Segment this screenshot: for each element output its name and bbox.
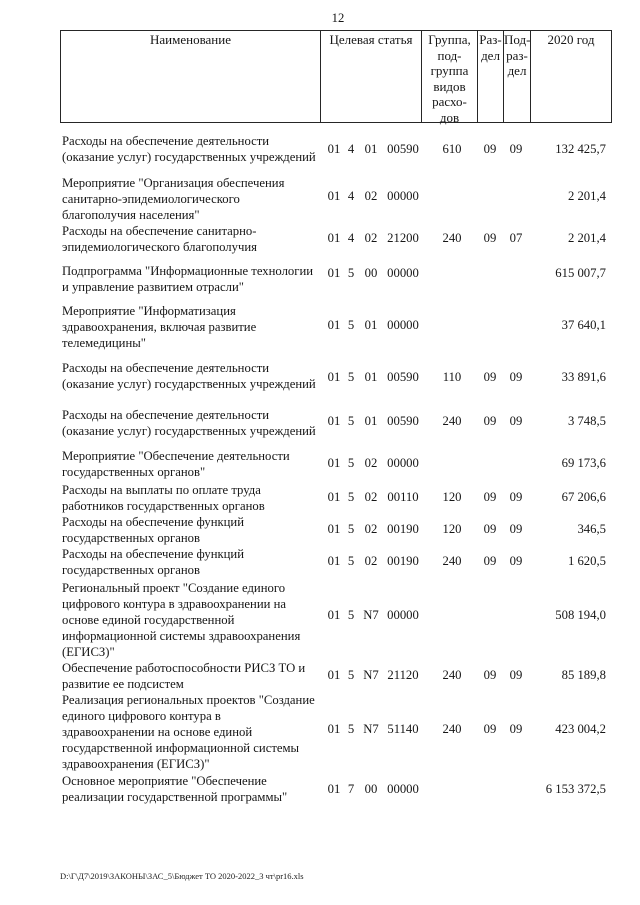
target-article-subprogram: 5 [347, 668, 355, 682]
row-codes [0, 413, 640, 429]
amount-2020: 132 425,7 [555, 142, 606, 156]
target-article-direction: 21120 [387, 668, 419, 682]
header-name: Наименование [150, 32, 231, 47]
section-code: 09 [483, 522, 497, 536]
row-name: Мероприятие "Информатизация здравоохранения, включая развитие телемедицины" [62, 304, 257, 350]
target-article-activity: 02 [364, 189, 378, 203]
target-article-direction: 00590 [387, 414, 419, 428]
amount-2020: 69 173,6 [561, 456, 606, 470]
row-name: Расходы на обеспечение функций государственных органов [62, 547, 245, 577]
row-codes [0, 188, 640, 204]
subsection-code: 09 [509, 142, 523, 156]
target-article-subprogram: 5 [347, 266, 355, 280]
row-codes [0, 607, 640, 623]
target-article-direction: 00000 [387, 189, 419, 203]
target-article-program: 01 [327, 318, 341, 332]
target-article-direction: 00110 [387, 490, 419, 504]
page-number: 12 [331, 11, 345, 25]
expense-group-code: 240 [442, 668, 462, 682]
row-codes [0, 521, 640, 537]
target-article-activity: N7 [363, 608, 379, 622]
subsection-code: 09 [509, 414, 523, 428]
amount-2020: 6 153 372,5 [545, 782, 606, 796]
target-article-direction: 00000 [387, 782, 419, 796]
target-article-activity: 01 [364, 142, 378, 156]
row-name: Расходы на обеспечение деятельности (оказание услуг) государственных учреждений [62, 408, 316, 438]
amount-2020: 33 891,6 [561, 370, 606, 384]
section-code: 09 [483, 554, 497, 568]
target-article-subprogram: 5 [347, 456, 355, 470]
target-article-program: 01 [327, 370, 341, 384]
footer-file-path: D:\Г\Д7\2019\ЗАКОНЫ\ЗАС_5\Бюджет ТО 2020-2022_3 чт\pr16.xls [60, 871, 304, 881]
amount-2020: 67 206,6 [561, 490, 606, 504]
amount-2020: 423 004,2 [555, 722, 606, 736]
row-codes [0, 230, 640, 246]
target-article-subprogram: 4 [347, 231, 355, 245]
target-article-direction: 00000 [387, 608, 419, 622]
amount-2020: 615 007,7 [555, 266, 606, 280]
expense-group-code: 120 [442, 522, 462, 536]
target-article-activity: 02 [364, 231, 378, 245]
row-codes [0, 141, 640, 157]
row-codes [0, 317, 640, 333]
target-article-subprogram: 5 [347, 722, 355, 736]
target-article-activity: 02 [364, 554, 378, 568]
row-name: Мероприятие "Организация обеспечения санитарно-эпидемиологического благополучия населения" [62, 176, 285, 222]
target-article-direction: 00590 [387, 142, 419, 156]
section-code: 09 [483, 490, 497, 504]
target-article-program: 01 [327, 189, 341, 203]
target-article-program: 01 [327, 554, 341, 568]
row-codes [0, 781, 640, 797]
subsection-code: 07 [509, 231, 523, 245]
amount-2020: 346,5 [577, 522, 606, 536]
target-article-subprogram: 5 [347, 490, 355, 504]
row-codes [0, 455, 640, 471]
row-codes [0, 721, 640, 737]
target-article-activity: 00 [364, 782, 378, 796]
amount-2020: 37 640,1 [561, 318, 606, 332]
header-expense-group: Группа, под- группа видов расхо- дов [421, 31, 477, 122]
target-article-program: 01 [327, 668, 341, 682]
amount-2020: 2 201,4 [567, 231, 606, 245]
target-article-direction: 00590 [387, 370, 419, 384]
row-name: Расходы на обеспечение деятельности (оказание услуг) государственных учреждений [62, 134, 316, 164]
section-code: 09 [483, 231, 497, 245]
amount-2020: 1 620,5 [567, 554, 606, 568]
row-name: Подпрограмма "Информационные технологии и управление развитием отрасли" [62, 264, 314, 294]
row-name: Расходы на обеспечение санитарно- эпидемиологического благополучия [62, 224, 257, 254]
amount-2020: 2 201,4 [567, 189, 606, 203]
target-article-program: 01 [327, 490, 341, 504]
section-code: 09 [483, 414, 497, 428]
target-article-program: 01 [327, 522, 341, 536]
row-name: Основное мероприятие "Обеспечение реализации государственной программы" [62, 774, 288, 804]
target-article-program: 01 [327, 231, 341, 245]
header-section: Раз- дел [477, 31, 503, 122]
target-article-program: 01 [327, 782, 341, 796]
row-name: Расходы на обеспечение деятельности (оказание услуг) государственных учреждений [62, 361, 316, 391]
expense-group-code: 610 [442, 142, 462, 156]
row-name: Региональный проект "Создание единого цифрового контура в здравоохранении на основе единой государственной информационной системы здравоохранения (ЕГИСЗ)" [62, 581, 301, 659]
subsection-code: 09 [509, 722, 523, 736]
subsection-code: 09 [509, 522, 523, 536]
expense-group-code: 110 [442, 370, 462, 384]
target-article-activity: 00 [364, 266, 378, 280]
target-article-activity: N7 [363, 668, 379, 682]
subsection-code: 09 [509, 370, 523, 384]
row-name: Мероприятие "Обеспечение деятельности государственных органов" [62, 449, 290, 479]
header-target-article: Целевая статья [320, 31, 421, 122]
subsection-code: 09 [509, 490, 523, 504]
row-codes [0, 489, 640, 505]
expense-group-code: 120 [442, 490, 462, 504]
target-article-direction: 00000 [387, 318, 419, 332]
row-name: Реализация региональных проектов "Создание единого цифрового контура в здравоохранении на основе единой государственной информационной системы здравоохранения (ЕГИСЗ)" [62, 693, 315, 771]
target-article-direction: 00000 [387, 456, 419, 470]
row-name: Расходы на выплаты по оплате труда работников государственных органов [62, 483, 265, 513]
target-article-program: 01 [327, 722, 341, 736]
row-name: Обеспечение работоспособности РИСЗ ТО и развитие ее подсистем [62, 661, 306, 691]
row-codes [0, 265, 640, 281]
target-article-subprogram: 5 [347, 370, 355, 384]
row-codes [0, 369, 640, 385]
subsection-code: 09 [509, 668, 523, 682]
target-article-direction: 51140 [387, 722, 419, 736]
target-article-activity: N7 [363, 722, 379, 736]
target-article-activity: 02 [364, 456, 378, 470]
target-article-subprogram: 5 [347, 414, 355, 428]
amount-2020: 508 194,0 [555, 608, 606, 622]
amount-2020: 3 748,5 [567, 414, 606, 428]
header-subsection: Под- раз- дел [503, 31, 530, 122]
target-article-program: 01 [327, 414, 341, 428]
target-article-subprogram: 5 [347, 554, 355, 568]
section-code: 09 [483, 722, 497, 736]
subsection-code: 09 [509, 554, 523, 568]
row-codes [0, 553, 640, 569]
target-article-subprogram: 5 [347, 318, 355, 332]
row-codes [0, 667, 640, 683]
expense-group-code: 240 [442, 414, 462, 428]
target-article-program: 01 [327, 608, 341, 622]
target-article-activity: 01 [364, 370, 378, 384]
target-article-subprogram: 5 [347, 608, 355, 622]
target-article-direction: 21200 [387, 231, 419, 245]
target-article-direction: 00190 [387, 522, 419, 536]
target-article-program: 01 [327, 142, 341, 156]
section-code: 09 [483, 668, 497, 682]
target-article-subprogram: 4 [347, 189, 355, 203]
expense-group-code: 240 [442, 554, 462, 568]
target-article-program: 01 [327, 456, 341, 470]
target-article-activity: 01 [364, 414, 378, 428]
target-article-program: 01 [327, 266, 341, 280]
target-article-subprogram: 4 [347, 142, 355, 156]
target-article-activity: 01 [364, 318, 378, 332]
expense-group-code: 240 [442, 231, 462, 245]
target-article-activity: 02 [364, 522, 378, 536]
section-code: 09 [483, 370, 497, 384]
header-year-2020: 2020 год [530, 31, 611, 122]
target-article-subprogram: 7 [347, 782, 355, 796]
target-article-direction: 00190 [387, 554, 419, 568]
target-article-subprogram: 5 [347, 522, 355, 536]
target-article-direction: 00000 [387, 266, 419, 280]
expense-group-code: 240 [442, 722, 462, 736]
amount-2020: 85 189,8 [561, 668, 606, 682]
row-name: Расходы на обеспечение функций государственных органов [62, 515, 245, 545]
target-article-activity: 02 [364, 490, 378, 504]
section-code: 09 [483, 142, 497, 156]
